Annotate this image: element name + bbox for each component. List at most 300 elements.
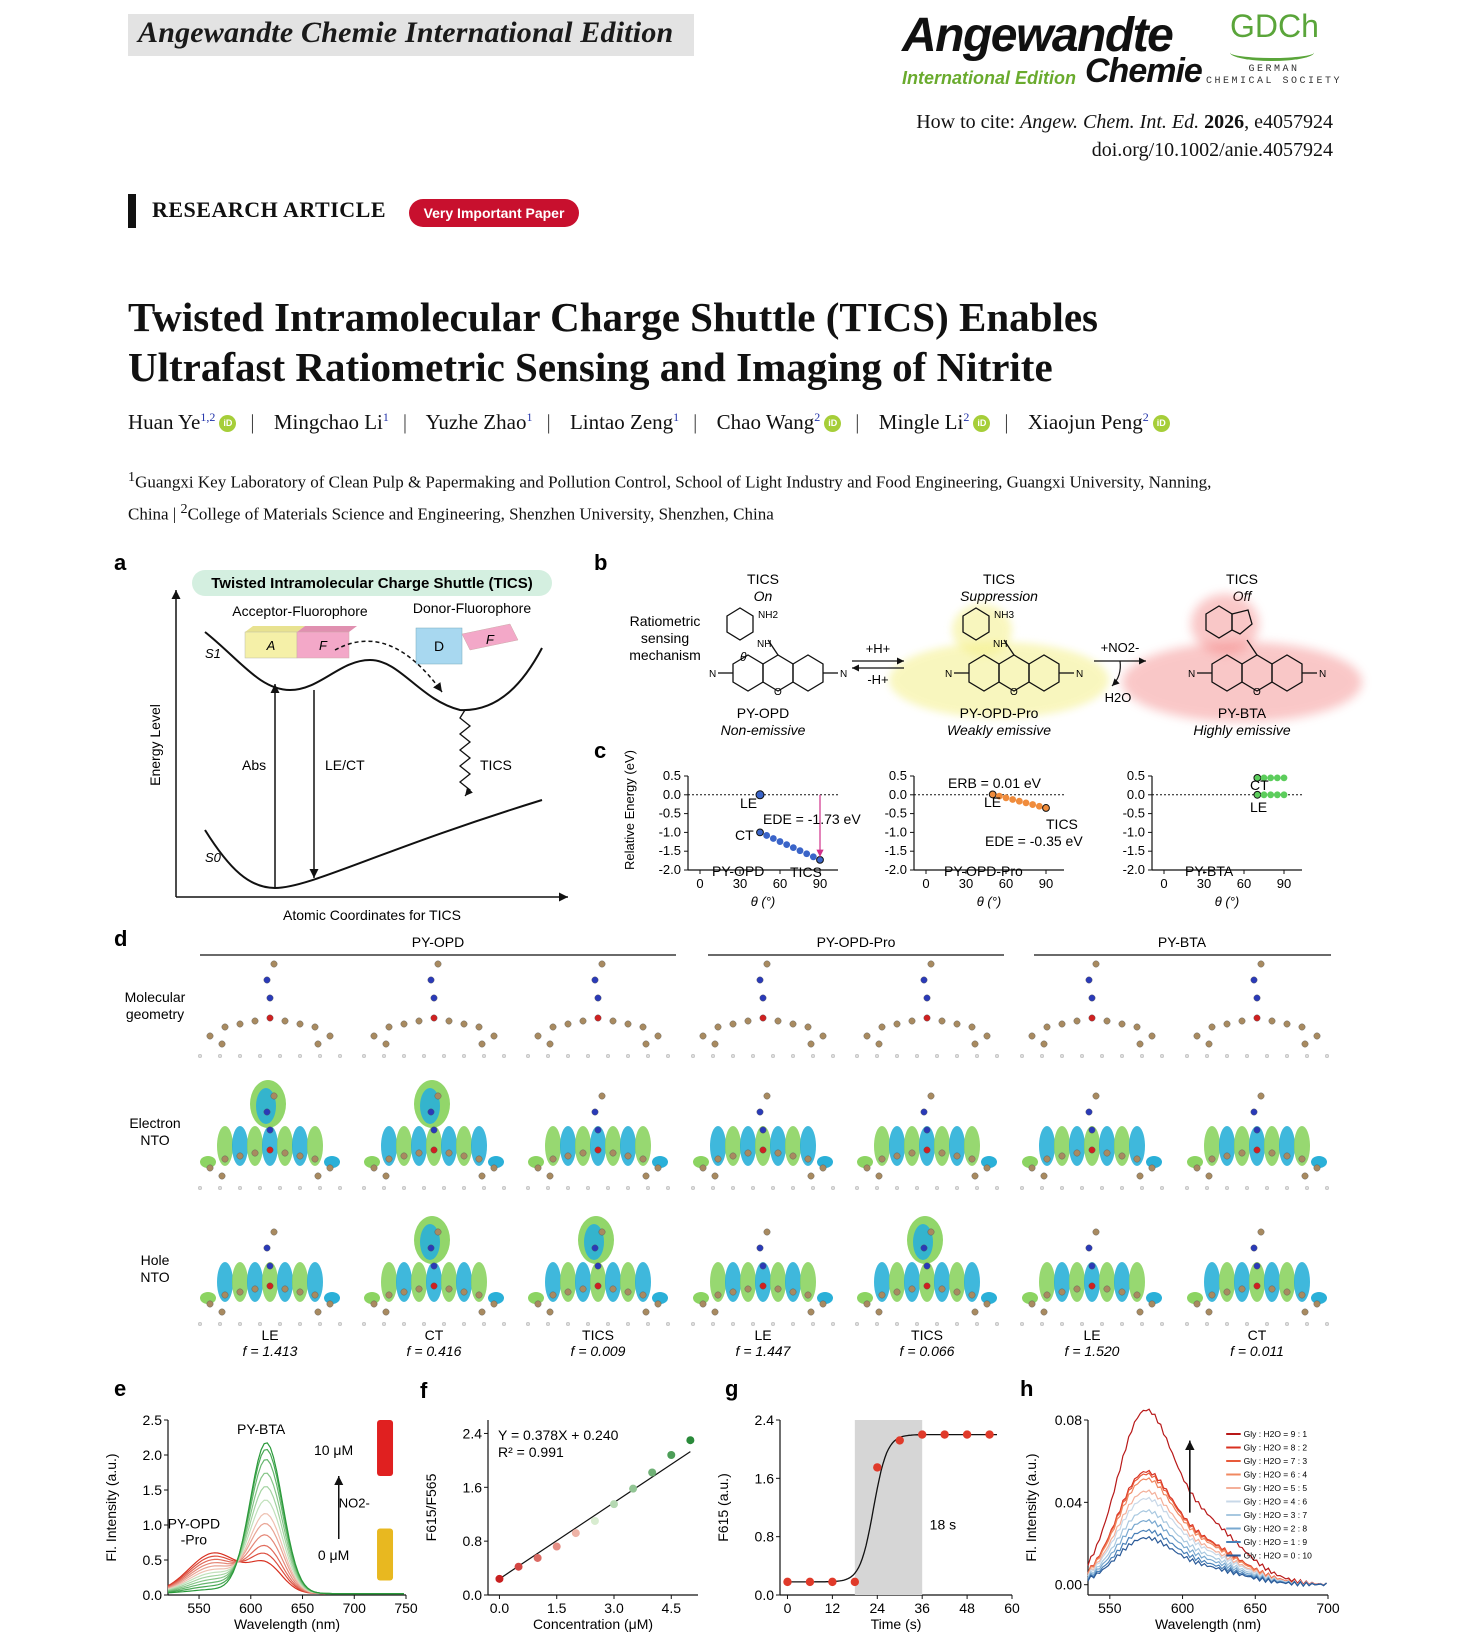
hydrogen-atom (811, 1186, 815, 1190)
c2-name: PY-OPD-Pro (944, 863, 1023, 879)
hydrogen-atom (1120, 1322, 1124, 1326)
atom (972, 1309, 978, 1315)
nto-lobe (620, 1262, 636, 1302)
state1-sub: On (753, 588, 773, 604)
atom (282, 1018, 288, 1024)
n-left-1: N (709, 669, 717, 680)
ytick-label: 0.8 (462, 1533, 482, 1550)
atom (599, 1229, 605, 1235)
molecule-cell (362, 1216, 506, 1326)
data-point (667, 1451, 675, 1459)
nto-lobe (292, 1126, 308, 1166)
c-xlabel: θ (°) (1214, 894, 1240, 909)
atom (431, 995, 437, 1001)
atom (1134, 1156, 1140, 1162)
atom (1029, 1033, 1035, 1039)
nto-lobe (247, 1262, 263, 1302)
atom (1059, 1021, 1065, 1027)
journal-banner-text: Angewandte Chemie International Edition (138, 16, 674, 49)
atom (730, 1021, 736, 1027)
atom (984, 1033, 990, 1039)
ytick-label: 0.04 (1054, 1494, 1082, 1511)
atom (1041, 1041, 1047, 1047)
state2-top: TICS (983, 571, 1015, 587)
atom (700, 1165, 706, 1171)
state3-sub: Off (1232, 588, 1252, 604)
atom (315, 1173, 321, 1179)
d-oscillator-label: f = 1.520 (1064, 1343, 1120, 1359)
atom (446, 1018, 452, 1024)
nto-lobe (1264, 1262, 1280, 1302)
panel-d (125, 934, 1331, 1359)
orcid-icon[interactable]: iD (1153, 415, 1170, 432)
atom (610, 1286, 616, 1292)
author[interactable]: Lintao Zeng$^1$ (569, 410, 680, 434)
hydrogen-atom (338, 1322, 342, 1326)
atom (730, 1153, 736, 1159)
d-oscillator-label: f = 0.011 (1230, 1343, 1284, 1359)
molecule-cell (1185, 1093, 1329, 1190)
atom (1137, 1309, 1143, 1315)
hydrogen-atom (771, 1322, 775, 1326)
nto-lobe (785, 1262, 801, 1302)
atom (790, 1289, 796, 1295)
nto-lobe (889, 1126, 905, 1166)
c-point (810, 853, 817, 860)
atom (820, 1165, 826, 1171)
d-molecule-grid (198, 961, 1329, 1359)
hydrogen-atom (831, 1186, 835, 1190)
title-line2: Ultrafast Ratiometric Sensing and Imaging of Nitrite (128, 344, 1053, 390)
atom (1251, 977, 1257, 983)
atom (924, 1147, 930, 1153)
atom (764, 961, 770, 967)
atom (864, 1165, 870, 1171)
label-py-opd: PY-OPD (167, 1515, 221, 1532)
atom (610, 1150, 616, 1156)
hydrogen-atom (526, 1186, 530, 1190)
hydrogen-atom (771, 1186, 775, 1190)
atom (1194, 1301, 1200, 1307)
shaded-region (855, 1420, 922, 1595)
nto-lobe (1114, 1126, 1130, 1166)
hydrogen-atom (238, 1054, 242, 1058)
atom (1299, 1292, 1305, 1298)
xtick-label: 0 (783, 1600, 792, 1616)
hydrogen-atom (1305, 1322, 1309, 1326)
fluorophore-box-label: F (319, 638, 327, 653)
xtick-label: 3.0 (604, 1600, 624, 1616)
atom (327, 1165, 333, 1171)
hydrogen-atom (1160, 1322, 1164, 1326)
nto-lobe (411, 1126, 427, 1166)
journal-logo[interactable]: Angewandte (902, 9, 1173, 62)
hydrogen-atom (318, 1054, 322, 1058)
atom (1284, 1289, 1290, 1295)
atom (595, 1147, 601, 1153)
orcid-icon[interactable]: iD (973, 415, 990, 432)
nto-lobe (1219, 1126, 1235, 1166)
atom (1269, 1286, 1275, 1292)
state2-emission: Weakly emissive (947, 722, 1051, 738)
hydrogen-atom (442, 1322, 446, 1326)
panel-letter-g: g (725, 1376, 739, 1401)
atom (595, 1015, 601, 1021)
legend-label: Gly : H2O = 7 : 3 (1243, 1456, 1308, 1466)
article-type: RESEARCH ARTICLE (152, 197, 387, 222)
atom (1119, 1289, 1125, 1295)
hydrogen-atom (1160, 1186, 1164, 1190)
atom (207, 1033, 213, 1039)
author[interactable]: Xiaojun Peng$^2$ iD (1028, 410, 1170, 434)
atom (219, 1309, 225, 1315)
atom (921, 977, 927, 983)
atom (1086, 1109, 1092, 1115)
atom (643, 1041, 649, 1047)
atom (760, 995, 766, 1001)
atom (431, 1283, 437, 1289)
atom (1194, 1165, 1200, 1171)
author[interactable]: Mingchao Li$^1$ (273, 410, 389, 434)
fit-equation: Y = 0.378X + 0.240 (498, 1427, 619, 1443)
atom (547, 1173, 553, 1179)
hydrogen-atom (1120, 1054, 1124, 1058)
atom (808, 1309, 814, 1315)
atom (271, 961, 277, 967)
atom (252, 1150, 258, 1156)
hydrogen-atom (935, 1186, 939, 1190)
hydrogen-atom (646, 1054, 650, 1058)
atom (479, 1309, 485, 1315)
nto-lobe (1264, 1126, 1280, 1166)
orcid-icon[interactable]: iD (219, 415, 236, 432)
atom (760, 1015, 766, 1021)
atom (969, 1024, 975, 1030)
atom (327, 1301, 333, 1307)
state3-top: TICS (1226, 571, 1258, 587)
label-pro: -Pro (180, 1531, 208, 1548)
nto-lobe (785, 1126, 801, 1166)
molecule-cell (526, 1093, 670, 1190)
atom (371, 1165, 377, 1171)
journal-logo-sub: International Edition (902, 68, 1076, 88)
c-point (1043, 805, 1050, 812)
affil-1-end: China (128, 504, 169, 524)
ytick-label: 0.8 (754, 1528, 774, 1545)
atom (712, 1041, 718, 1047)
d-state-label: LE (261, 1327, 279, 1343)
atom (1074, 1286, 1080, 1292)
atom (954, 1153, 960, 1159)
hydrogen-atom (526, 1322, 530, 1326)
d-group-py-opd-pro: PY-OPD-Pro (816, 934, 896, 950)
ytick-label: 0.5 (142, 1552, 162, 1568)
theta-label: θ (740, 650, 747, 664)
hydrogen-atom (1325, 1054, 1329, 1058)
nto-lobe (1279, 1262, 1295, 1302)
hydrogen-atom (955, 1186, 959, 1190)
molecule-cell (198, 1229, 342, 1326)
atom (595, 1263, 601, 1269)
atom (969, 1292, 975, 1298)
data-point (828, 1578, 836, 1586)
atom (222, 1156, 228, 1162)
tics-wavy-arrow (460, 710, 470, 796)
atom (760, 1147, 766, 1153)
hydrogen-atom (711, 1322, 715, 1326)
atom (1224, 1289, 1230, 1295)
atom (1269, 1018, 1275, 1024)
nto-lobe (1234, 1262, 1250, 1302)
c-ytick-label: 0.0 (888, 786, 907, 802)
hydrogen-atom (751, 1186, 755, 1190)
hydrogen-atom (1245, 1186, 1249, 1190)
hydrogen-atom (382, 1322, 386, 1326)
atom (1239, 1286, 1245, 1292)
data-point (940, 1430, 948, 1438)
hydrogen-atom (731, 1322, 735, 1326)
atom (1314, 1165, 1320, 1171)
atom (640, 1292, 646, 1298)
hydrogen-atom (995, 1322, 999, 1326)
c-ytick-label: -1.0 (1122, 824, 1145, 840)
atom (1254, 1015, 1260, 1021)
data-point (873, 1463, 881, 1471)
atom (790, 1021, 796, 1027)
data-point (851, 1578, 859, 1586)
chart-g (715, 1412, 1020, 1632)
state1-top: TICS (747, 571, 779, 587)
c-point (757, 829, 764, 836)
atom (592, 977, 598, 983)
atom (550, 1024, 556, 1030)
data-point (553, 1543, 561, 1551)
atom (401, 1153, 407, 1159)
hydrogen-atom (1265, 1186, 1269, 1190)
atom (267, 1263, 273, 1269)
atom (928, 961, 934, 967)
author[interactable]: Chao Wang$^2$ iD (717, 410, 842, 434)
nto-lobe (1054, 1126, 1070, 1166)
atom (565, 1289, 571, 1295)
author[interactable]: Huan Ye$^{1,2}$ iD (128, 410, 236, 434)
hydrogen-atom (362, 1322, 366, 1326)
panel-letter-b: b (594, 550, 608, 575)
hydrogen-atom (258, 1186, 262, 1190)
atom (625, 1021, 631, 1027)
atom (599, 1093, 605, 1099)
atom (491, 1301, 497, 1307)
atom (435, 1093, 441, 1099)
c-ylabel: Relative Energy (eV) (622, 750, 637, 870)
hydrogen-atom (691, 1322, 695, 1326)
hydrogen-atom (1285, 1322, 1289, 1326)
atom (461, 1021, 467, 1027)
hydrogen-atom (1205, 1322, 1209, 1326)
nto-lobe (396, 1262, 412, 1302)
hydrogen-atom (1245, 1322, 1249, 1326)
xtick-label: 12 (824, 1600, 841, 1616)
atom (1093, 961, 1099, 967)
xtick-label: 60 (1004, 1600, 1020, 1616)
n-right-1: N (840, 669, 848, 680)
atom (757, 1245, 763, 1251)
hydrogen-atom (1305, 1186, 1309, 1190)
atom (1302, 1309, 1308, 1315)
label-no2: NO2- (338, 1495, 370, 1511)
author[interactable]: Mingle Li$^2$ iD (879, 410, 991, 434)
vip-badge: Very Important Paper (409, 199, 579, 227)
affil-sup: 2 (180, 500, 188, 517)
state3-emission: Highly emissive (1193, 722, 1291, 738)
legend-label: Gly : H2O = 9 : 1 (1243, 1429, 1308, 1439)
atom (592, 1109, 598, 1115)
atom (416, 1018, 422, 1024)
atom (267, 1015, 273, 1021)
atom (1254, 1263, 1260, 1269)
nto-lobe (560, 1262, 576, 1302)
doi-link[interactable]: doi.org/10.1002/anie.4057924 (1091, 139, 1333, 161)
c2-tics: TICS (1046, 816, 1078, 832)
xlabel: Wavelength (nm) (1154, 1616, 1262, 1632)
hydrogen-atom (1040, 1322, 1044, 1326)
atom (1093, 1229, 1099, 1235)
molecule-cell (855, 1216, 999, 1326)
atom (760, 1263, 766, 1269)
atom (547, 1041, 553, 1047)
c1-le: LE (740, 795, 758, 811)
nto-lobe (396, 1126, 412, 1166)
atom (371, 1301, 377, 1307)
atom (939, 1018, 945, 1024)
atom (222, 1024, 228, 1030)
hydrogen-atom (586, 1186, 590, 1190)
c-ytick-label: -2.0 (884, 862, 907, 877)
n-right-3: N (1319, 669, 1327, 680)
hydrogen-atom (975, 1054, 979, 1058)
atom (1029, 1165, 1035, 1171)
atom (580, 1286, 586, 1292)
hydrogen-atom (198, 1054, 202, 1058)
atom (219, 1173, 225, 1179)
atom (745, 1018, 751, 1024)
s1-label: S1 (205, 646, 221, 661)
atom (312, 1292, 318, 1298)
hydrogen-atom (298, 1186, 302, 1190)
nto-lobe (232, 1126, 248, 1166)
panel-a (147, 570, 568, 923)
nto-lobe (949, 1126, 965, 1166)
d-state-label: CT (1247, 1327, 1267, 1343)
atom (599, 961, 605, 967)
atom (1209, 1292, 1215, 1298)
atom (446, 1286, 452, 1292)
atom (984, 1301, 990, 1307)
atom (491, 1033, 497, 1039)
hydrogen-atom (298, 1322, 302, 1326)
atom (1284, 1153, 1290, 1159)
data-point (591, 1517, 599, 1525)
hydrogen-atom (1020, 1322, 1024, 1326)
atom (282, 1286, 288, 1292)
hydrogen-atom (402, 1054, 406, 1058)
hydrogen-atom (258, 1322, 262, 1326)
atom (297, 1153, 303, 1159)
hydrogen-atom (526, 1054, 530, 1058)
c-xtick-label: 60 (1236, 876, 1252, 891)
atom (879, 1292, 885, 1298)
hydrogen-atom (646, 1322, 650, 1326)
hydrogen-atom (626, 1322, 630, 1326)
atom (894, 1289, 900, 1295)
hydrogen-atom (955, 1054, 959, 1058)
o-label-3: O (1253, 687, 1261, 698)
hydrogen-atom (606, 1054, 610, 1058)
atom (715, 1024, 721, 1030)
c-ytick-label: 0.0 (1126, 786, 1145, 802)
legend-label: Gly : H2O = 3 : 7 (1243, 1510, 1308, 1520)
hydrogen-atom (895, 1054, 899, 1058)
orcid-icon[interactable]: iD (824, 415, 841, 432)
society-logo[interactable]: GDCh (1230, 8, 1319, 44)
time-annotation: 18 s (929, 1516, 957, 1533)
author[interactable]: Yuzhe Zhao$^1$ (425, 410, 533, 434)
ytick-label: 0.00 (1054, 1576, 1082, 1593)
atom (954, 1289, 960, 1295)
atom (264, 1245, 270, 1251)
atom (271, 1093, 277, 1099)
s0-curve (205, 800, 542, 888)
c-xtick-label: 30 (732, 876, 748, 891)
hydrogen-atom (1285, 1186, 1289, 1190)
atom (315, 1041, 321, 1047)
panel-letter-h: h (1020, 1376, 1034, 1401)
hydrogen-atom (1225, 1186, 1229, 1190)
atom (1059, 1153, 1065, 1159)
c-point (1274, 791, 1281, 798)
atom (894, 1021, 900, 1027)
c-point (783, 841, 790, 848)
atom (655, 1033, 661, 1039)
c-point (817, 856, 824, 863)
xtick-label: 650 (1243, 1600, 1267, 1616)
atom (879, 1156, 885, 1162)
atom (864, 1301, 870, 1307)
atom (461, 1289, 467, 1295)
xtick-label: 0.0 (489, 1600, 510, 1616)
atom (435, 961, 441, 967)
atom (939, 1286, 945, 1292)
hydrogen-atom (238, 1322, 242, 1326)
xtick-label: 600 (1170, 1600, 1195, 1616)
atom (1258, 1229, 1264, 1235)
atom (312, 1024, 318, 1030)
atom (1074, 1150, 1080, 1156)
nto-lobe (904, 1262, 920, 1302)
atom (1089, 1263, 1095, 1269)
hydrogen-atom (895, 1186, 899, 1190)
atom (237, 1289, 243, 1295)
hydrogen-atom (1020, 1054, 1024, 1058)
nh-label-2: NH (993, 639, 1008, 650)
atom (1093, 1093, 1099, 1099)
data-point (963, 1430, 971, 1438)
atom (252, 1018, 258, 1024)
nto-lobe (1099, 1262, 1115, 1302)
molecule-cell (526, 1216, 670, 1326)
d-group-py-bta: PY-BTA (1157, 934, 1207, 950)
atom (207, 1165, 213, 1171)
